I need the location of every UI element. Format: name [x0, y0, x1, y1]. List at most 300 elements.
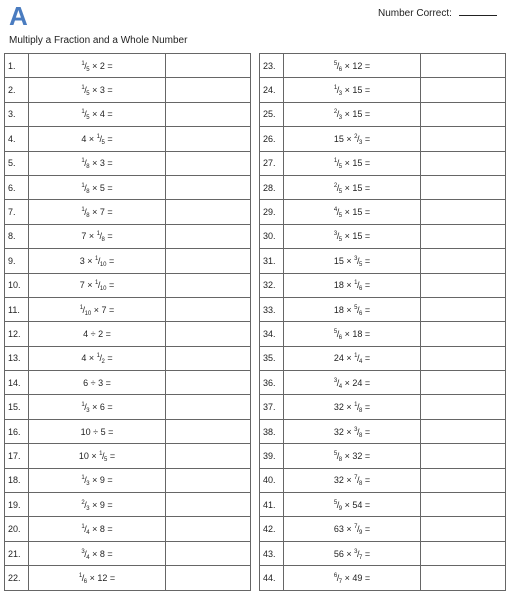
problem-number: 24. [260, 78, 284, 102]
fraction-numerator: 1 [79, 304, 84, 311]
answer-cell[interactable] [421, 297, 506, 321]
problem-row [260, 395, 506, 419]
problem-expression [284, 419, 421, 443]
problem-number: 39. [260, 444, 284, 468]
answer-cell[interactable] [166, 297, 251, 321]
problem-expression [284, 151, 421, 175]
fraction [334, 573, 342, 583]
fraction [96, 231, 105, 244]
expression-text: 32 × [333, 402, 355, 413]
problem-row [5, 322, 251, 346]
expression-text: × 6 = [89, 402, 113, 413]
fraction-numerator: 7 [354, 475, 358, 482]
fraction-slash: / [357, 475, 360, 486]
answer-cell[interactable] [166, 419, 251, 443]
expression-text: = [104, 231, 113, 242]
problem-number: 31. [260, 249, 284, 273]
fraction [79, 573, 87, 583]
fraction-slash: / [99, 353, 102, 364]
problem-expression [284, 249, 421, 273]
problem-number: 44. [260, 566, 284, 590]
problem-expression [29, 127, 166, 151]
fraction-slash: / [84, 499, 87, 510]
fraction-slash: / [357, 548, 360, 559]
fraction-denominator: 4 [86, 554, 90, 561]
answer-cell[interactable] [166, 54, 251, 78]
fraction-numerator: 3 [333, 231, 338, 238]
fraction-numerator: 5 [354, 304, 358, 311]
answer-cell[interactable] [166, 151, 251, 175]
answer-cell[interactable] [166, 541, 251, 565]
fraction-denominator: 3 [86, 481, 90, 488]
problem-expression [284, 371, 421, 395]
problem-number: 25. [260, 102, 284, 126]
fraction-slash: / [99, 133, 102, 144]
problem-row [260, 566, 506, 590]
problem-expression [29, 175, 166, 199]
problem-number: 7. [5, 200, 29, 224]
fraction-slash: / [84, 158, 87, 169]
fraction-numerator: 1 [96, 353, 100, 360]
problem-row [5, 419, 251, 443]
problem-row [5, 395, 251, 419]
fraction-denominator: 5 [359, 261, 363, 268]
expression-text: × 4 = [89, 109, 113, 120]
problem-expression [284, 78, 421, 102]
fraction [81, 61, 89, 71]
fraction-denominator: 10 [84, 310, 92, 317]
problem-number: 14. [5, 371, 29, 395]
answer-cell[interactable] [421, 54, 506, 78]
fraction-denominator: 6 [338, 334, 343, 341]
fraction-denominator: 6 [83, 578, 88, 585]
fraction-denominator: 5 [101, 139, 105, 146]
fraction [333, 207, 343, 220]
expression-text: 18 × [333, 280, 355, 291]
answer-cell[interactable] [421, 200, 506, 224]
expression-text: × 15 = [342, 231, 371, 242]
problem-expression [284, 102, 421, 126]
expression-text: = [362, 402, 371, 413]
fraction-denominator: 5 [338, 213, 343, 220]
problem-expression [284, 468, 421, 492]
problem-number: 9. [5, 249, 29, 273]
problem-expression [284, 566, 421, 590]
expression-text: = [362, 255, 371, 266]
fraction-slash: / [357, 304, 360, 315]
fraction-slash: / [357, 280, 360, 291]
fraction-numerator: 6 [333, 572, 338, 579]
problem-row [260, 297, 506, 321]
fraction-slash: / [336, 231, 340, 242]
expression-text: × 3 = [89, 158, 113, 169]
problem-expression [284, 127, 421, 151]
problem-number: 43. [260, 541, 284, 565]
problem-number: 21. [5, 541, 29, 565]
answer-cell[interactable] [166, 444, 251, 468]
problem-number: 38. [260, 419, 284, 443]
answer-cell[interactable] [421, 346, 506, 370]
fraction-slash: / [99, 231, 102, 242]
fraction [81, 109, 90, 122]
problem-row [5, 151, 251, 175]
expression-text: × 15 = [342, 182, 371, 193]
number-correct-blank[interactable] [459, 6, 497, 16]
problem-row [5, 54, 251, 78]
expression-text: = [362, 475, 371, 486]
expression-text: × 3 = [89, 85, 113, 96]
fraction-numerator: 5 [333, 328, 338, 335]
number-correct [378, 6, 497, 19]
fraction-slash: / [336, 60, 340, 71]
expression-text: 24 × [333, 353, 355, 364]
answer-cell[interactable] [166, 493, 251, 517]
answer-cell[interactable] [166, 517, 251, 541]
problem-number: 23. [260, 54, 284, 78]
fraction-numerator: 1 [333, 158, 338, 165]
fraction-denominator: 7 [359, 554, 363, 561]
fraction-numerator: 3 [354, 255, 358, 262]
problem-number: 35. [260, 346, 284, 370]
fraction-denominator: 4 [359, 359, 363, 366]
fraction-denominator: 8 [86, 213, 90, 220]
answer-cell[interactable] [421, 493, 506, 517]
problem-number: 18. [5, 468, 29, 492]
expression-text: = [362, 133, 371, 144]
fraction-denominator: 8 [101, 237, 105, 244]
expression-text: 18 × [333, 304, 355, 315]
answer-cell[interactable] [166, 200, 251, 224]
answer-cell[interactable] [421, 541, 506, 565]
answer-cell[interactable] [166, 395, 251, 419]
expression-text: × 15 = [342, 207, 371, 218]
expression-text: = [362, 426, 371, 437]
problem-row [260, 127, 506, 151]
fraction [333, 85, 343, 98]
problem-expression [29, 371, 166, 395]
answer-cell[interactable] [166, 371, 251, 395]
fraction-numerator: 3 [354, 548, 358, 555]
expression-text: 7 × [79, 280, 95, 291]
fraction [81, 500, 89, 510]
fraction-denominator: 2 [101, 359, 105, 366]
problem-number: 12. [5, 322, 29, 346]
problem-number: 1. [5, 54, 29, 78]
fraction-slash: / [336, 377, 340, 388]
fraction-denominator: 7 [338, 578, 343, 585]
fraction-slash: / [84, 207, 87, 218]
answer-cell[interactable] [421, 175, 506, 199]
expression-text: × 54 = [342, 499, 371, 510]
fraction-slash: / [81, 572, 85, 583]
answer-cell[interactable] [421, 127, 506, 151]
answer-cell[interactable] [166, 224, 251, 248]
fraction-denominator: 5 [104, 456, 108, 463]
fraction-numerator: 4 [333, 207, 338, 214]
fraction-denominator: 9 [338, 505, 343, 512]
problem-number: 28. [260, 175, 284, 199]
expression-text: 56 × [333, 548, 355, 559]
expression-text: = [362, 280, 371, 291]
problem-row [5, 517, 251, 541]
problem-expression [29, 78, 166, 102]
problem-number: 13. [5, 346, 29, 370]
fraction [95, 256, 107, 266]
problem-number: 19. [5, 493, 29, 517]
answer-cell[interactable] [166, 127, 251, 151]
answer-cell[interactable] [166, 175, 251, 199]
answer-cell[interactable] [421, 395, 506, 419]
expression-text: 32 × [333, 475, 355, 486]
fraction-denominator: 8 [359, 432, 363, 439]
worksheet-subtitle: Multiply a Fraction and a Whole Number [9, 35, 188, 46]
fraction-denominator: 5 [338, 164, 343, 171]
answer-cell[interactable] [421, 468, 506, 492]
answer-cell[interactable] [166, 273, 251, 297]
fraction [81, 524, 90, 537]
answer-cell[interactable] [421, 371, 506, 395]
fraction-denominator: 6 [359, 310, 363, 317]
problem-expression [284, 297, 421, 321]
fraction [81, 85, 90, 98]
problem-number: 26. [260, 127, 284, 151]
expression-text: = [362, 353, 371, 364]
problem-expression [284, 200, 421, 224]
fraction-denominator: 8 [359, 481, 363, 488]
fraction-numerator: 1 [81, 207, 85, 214]
problem-row [260, 78, 506, 102]
problem-expression [29, 249, 166, 273]
answer-cell[interactable] [166, 322, 251, 346]
expression-text: = [107, 450, 116, 461]
fraction-numerator: 5 [333, 499, 338, 506]
fraction [81, 402, 90, 415]
fraction-slash: / [84, 109, 87, 120]
fraction-denominator: 6 [359, 286, 363, 293]
problem-row [5, 493, 251, 517]
expression-text: × 8 = [89, 548, 113, 559]
fraction-numerator: 2 [354, 133, 358, 140]
problem-table-left [4, 53, 251, 591]
problem-number: 2. [5, 78, 29, 102]
answer-cell[interactable] [421, 249, 506, 273]
problem-number: 30. [260, 224, 284, 248]
expression-text: 6 ÷ 3 = [83, 377, 111, 388]
expression-text: × 32 = [342, 450, 371, 461]
problem-row [260, 322, 506, 346]
problem-row [5, 175, 251, 199]
problem-expression [29, 395, 166, 419]
fraction [81, 549, 89, 559]
answer-cell[interactable] [421, 273, 506, 297]
problem-table-right [259, 53, 506, 591]
problem-expression [284, 175, 421, 199]
answer-cell[interactable] [166, 78, 251, 102]
problem-number: 41. [260, 493, 284, 517]
expression-text: × 7 = [91, 304, 115, 315]
expression-text: × 49 = [342, 572, 371, 583]
answer-cell[interactable] [421, 151, 506, 175]
problem-number: 15. [5, 395, 29, 419]
problem-number: 11. [5, 297, 29, 321]
fraction [333, 109, 343, 122]
problem-row [260, 273, 506, 297]
problem-row [5, 127, 251, 151]
answer-cell[interactable] [166, 249, 251, 273]
problem-row [260, 541, 506, 565]
fraction-slash: / [336, 182, 340, 193]
problem-expression [29, 151, 166, 175]
problem-expression [29, 517, 166, 541]
fraction-numerator: 1 [354, 353, 358, 360]
fraction [81, 158, 90, 171]
fraction-denominator: 3 [86, 505, 90, 512]
expression-text: × 12 = [87, 572, 116, 583]
fraction-denominator: 3 [338, 115, 343, 122]
problem-number: 22. [5, 566, 29, 590]
problem-row [5, 273, 251, 297]
fraction [334, 378, 342, 388]
answer-cell[interactable] [421, 102, 506, 126]
problem-row [260, 224, 506, 248]
fraction-numerator: 1 [354, 402, 358, 409]
fraction-denominator: 5 [338, 237, 343, 244]
problem-expression [284, 322, 421, 346]
problem-row [260, 493, 506, 517]
fraction-slash: / [336, 158, 340, 169]
fraction-slash: / [357, 524, 360, 535]
problem-expression [284, 493, 421, 517]
fraction-numerator: 1 [81, 158, 85, 165]
fraction-numerator: 2 [333, 182, 338, 189]
problem-row [5, 468, 251, 492]
answer-cell[interactable] [166, 468, 251, 492]
problem-row [260, 102, 506, 126]
problem-expression [29, 566, 166, 590]
fraction-slash: / [336, 572, 340, 583]
expression-text: × 12 = [342, 60, 371, 71]
fraction [334, 329, 342, 339]
problem-expression [284, 444, 421, 468]
problem-row [260, 200, 506, 224]
problem-row [5, 346, 251, 370]
problem-row [260, 371, 506, 395]
problem-row [260, 54, 506, 78]
expression-text: 4 × [81, 353, 97, 364]
fraction-numerator: 3 [333, 377, 338, 384]
fraction-slash: / [82, 304, 86, 315]
number-correct-label: Number Correct: [378, 8, 452, 19]
fraction-slash: / [84, 475, 87, 486]
fraction-slash: / [84, 60, 87, 71]
problem-expression [284, 541, 421, 565]
fraction [81, 207, 90, 220]
problem-number: 10. [5, 273, 29, 297]
fraction-denominator: 5 [86, 66, 90, 73]
problem-row [5, 541, 251, 565]
expression-text: = [104, 133, 113, 144]
problem-number: 36. [260, 371, 284, 395]
expression-text: × 7 = [89, 207, 113, 218]
expression-text: × 8 = [89, 524, 113, 535]
fraction-numerator: 3 [354, 426, 358, 433]
fraction [333, 231, 343, 244]
answer-cell[interactable] [421, 444, 506, 468]
fraction-slash: / [357, 426, 360, 437]
fraction-numerator: 1 [81, 60, 85, 67]
problem-row [260, 151, 506, 175]
expression-text: 4 ÷ 2 = [83, 328, 111, 339]
problem-row [260, 468, 506, 492]
fraction-slash: / [97, 255, 101, 266]
problem-row [5, 249, 251, 273]
expression-text: = [106, 255, 115, 266]
answer-cell[interactable] [421, 78, 506, 102]
fraction [334, 500, 342, 510]
fraction-slash: / [357, 133, 360, 144]
fraction-slash: / [336, 499, 340, 510]
fraction [334, 451, 342, 461]
problem-number: 33. [260, 297, 284, 321]
fraction [334, 183, 342, 193]
expression-text: × 9 = [89, 475, 113, 486]
expression-text: 32 × [333, 426, 355, 437]
problem-expression [29, 419, 166, 443]
problem-number: 8. [5, 224, 29, 248]
problem-number: 37. [260, 395, 284, 419]
fraction-numerator: 5 [333, 450, 338, 457]
problem-number: 42. [260, 517, 284, 541]
problem-expression [284, 54, 421, 78]
fraction [333, 158, 343, 171]
fraction-slash: / [102, 450, 105, 461]
problem-row [5, 200, 251, 224]
fraction-slash: / [336, 109, 340, 120]
problem-expression [29, 102, 166, 126]
answer-cell[interactable] [166, 346, 251, 370]
problem-row [260, 346, 506, 370]
fraction [97, 134, 105, 144]
problem-number: 16. [5, 419, 29, 443]
fraction-numerator: 5 [333, 60, 338, 67]
problem-number: 20. [5, 517, 29, 541]
fraction-denominator: 5 [86, 115, 90, 122]
problem-row [5, 224, 251, 248]
expression-text: = [106, 280, 115, 291]
answer-cell[interactable] [166, 102, 251, 126]
fraction-numerator: 1 [99, 450, 103, 457]
answer-cell[interactable] [166, 566, 251, 590]
expression-text: × 15 = [342, 85, 371, 96]
fraction-numerator: 1 [94, 280, 99, 287]
expression-text: = [362, 548, 371, 559]
expression-text: 7 × [81, 231, 97, 242]
expression-text: × 18 = [342, 328, 371, 339]
problem-row [5, 102, 251, 126]
expression-text: 15 × [333, 133, 355, 144]
answer-cell[interactable] [421, 517, 506, 541]
answer-cell[interactable] [421, 419, 506, 443]
expression-text: 10 × [78, 450, 100, 461]
answer-cell[interactable] [421, 322, 506, 346]
expression-text: = [362, 524, 371, 535]
sheet-letter: A [9, 1, 28, 31]
answer-cell[interactable] [421, 566, 506, 590]
fraction-slash: / [336, 450, 340, 461]
answer-cell[interactable] [421, 224, 506, 248]
fraction-numerator: 1 [333, 85, 338, 92]
fraction-numerator: 1 [81, 475, 85, 482]
